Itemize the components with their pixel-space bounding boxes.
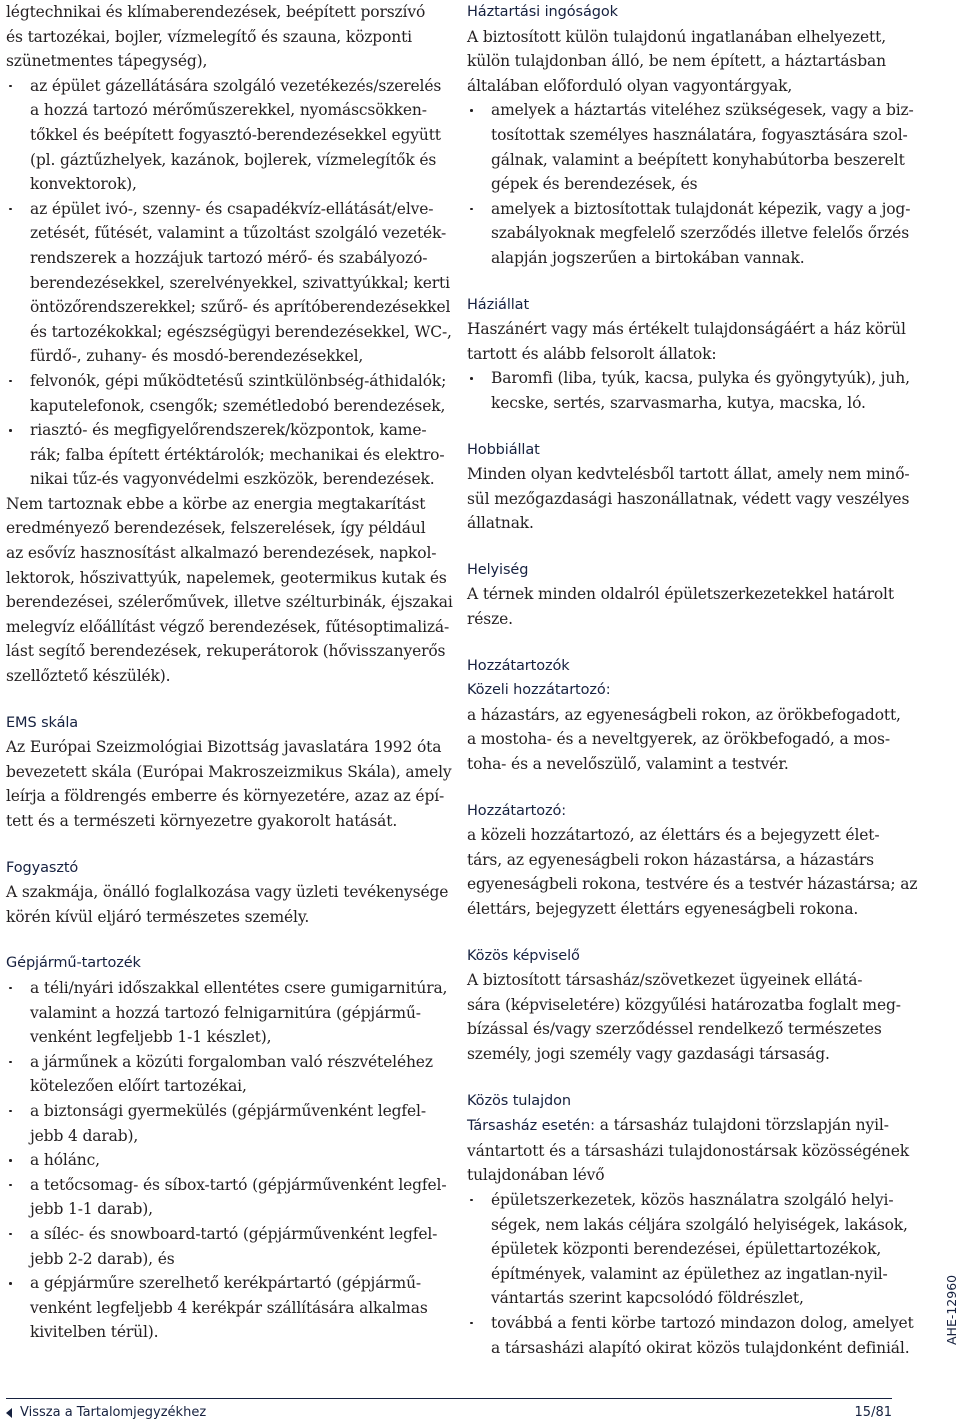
text-line: az épület ivó-, szenny- és csapadékvíz-ellátását/elve- (30, 199, 434, 218)
section-hozzatartozok (467, 654, 918, 922)
text-line: rák; falba épített értéktárolók; mechanikai és elektro- (30, 445, 445, 464)
text-line: tőkkel és beépített fogyasztó-berendezésekkel együtt (30, 125, 441, 144)
text-line: zetését, fűtését, valamint a tűzoltást szolgáló vezeték- (30, 224, 447, 243)
back-to-toc-link[interactable] (6, 1405, 206, 1420)
section-kozos-tulajdon (467, 1089, 914, 1361)
text-line: Baromfi (liba, tyúk, kacsa, pulyka és gyöngytyúk), juh, (491, 369, 910, 388)
list-item (6, 74, 442, 197)
text-line: körén kívül eljáró természetes személy. (6, 907, 310, 926)
text-line: a síléc- és snowboard-tartó (gépjárművenként legfel- (30, 1224, 438, 1243)
section-heading: Közös tulajdon (467, 1092, 571, 1109)
text-line: kaputelefonok, csengők; szemétledobó berendezések, (30, 396, 446, 415)
text-line: és tartozékokkal; egészségügyi berendezésekkel, WC-, (30, 322, 452, 341)
text-line: bízással és/vagy szerződéssel rendelkező természetes (467, 1020, 882, 1039)
text-line: valamint a hozzá tartozó felnigarnitúra (gépjármű- (30, 1003, 421, 1022)
text-line: jebb 1-1 darab), (30, 1200, 153, 1219)
text-line: amelyek a háztartás viteléhez szükségesek, vagy a biz- (491, 101, 914, 120)
text-line: a biztonsági gyermekülés (gépjárművenként legfel- (30, 1101, 426, 1120)
text-line: berendezésekkel, szerelvényekkel, szivattyúkkal; kerti (30, 273, 450, 292)
section-heading: EMS skála (6, 714, 79, 731)
text-line: bevezetett skála (Európai Makroszeizmikus Skála), amely (6, 762, 452, 781)
text-span: a társasház tulajdoni törzslapján nyil- (594, 1116, 889, 1135)
text-line: tartott és alább felsorolt állatok: (467, 344, 717, 363)
text-line: nikai tűz-és vagyonvédelmi eszközök, berendezések. (30, 470, 435, 489)
list-item (6, 1222, 436, 1271)
text-line: riasztó- és megfigyelőrendszerek/központok, kame- (30, 421, 427, 440)
text-line: jebb 2-2 darab), és (30, 1249, 175, 1268)
section-heading: Hobbiállat (467, 441, 540, 458)
text-line: jebb 4 darab), (30, 1126, 139, 1145)
text-line: A biztosított társasház/szövetkezet ügyeinek ellátá- (467, 971, 863, 990)
section-heading: Helyiség (467, 561, 529, 578)
list-item (6, 1271, 436, 1345)
list-item (467, 197, 911, 271)
back-to-toc-label: Vissza a Tartalomjegyzékhez (20, 1405, 207, 1420)
list-item (6, 369, 447, 418)
text-line: a társasházi alapító okirat közös tulajdonként definiál. (491, 1338, 910, 1357)
text-line: vántartás szerint kapcsolódó földrészlet, (491, 1289, 804, 1308)
text-line: társ, az egyeneságbeli rokon házastársa, a házastárs (467, 850, 874, 869)
text-line: berendezései, szélerőművek, illetve szélturbinák, éjszakai (6, 593, 453, 612)
text-line: gépek és berendezések, és (491, 175, 698, 194)
text-line: tosítottak személyes használatára, fogyasztására szol- (491, 125, 908, 144)
page-number: 15/81 (854, 1405, 892, 1420)
text-line: élettárs, bejegyzett élettárs egyeneságbeli rokona. (467, 900, 859, 918)
list-item (6, 197, 452, 369)
section-helyiseg (467, 558, 907, 632)
text-line: általában előforduló olyan vagyontárgyak, (467, 76, 793, 95)
triangle-left-icon (6, 1408, 12, 1418)
text-line: öntözőrendszerekkel; szűrő- és aprítóberendezésekkel (30, 298, 451, 317)
text-line: sül mezőgazdasági haszonállatnak, védett vagy veszélyes (467, 489, 910, 508)
text-line: a hozzá tartozó mérőműszerekkel, nyomáscsökken- (30, 101, 427, 120)
text-line: légtechnikai és klímaberendezések, beépített porszívó (6, 3, 426, 21)
text-line: eredményező berendezések, felszerelések, így például (6, 519, 426, 538)
text-line: továbbá a fenti körbe tartozó mindazon dolog, amelyet (491, 1313, 914, 1332)
text-line: szabályoknak megfelelő szerződés illetve felelős őrzés (491, 224, 910, 243)
text-line: konvektorok), (30, 175, 137, 194)
list-item (6, 1099, 436, 1148)
section-heading: Háziállat (467, 296, 530, 313)
list-item (467, 1311, 914, 1360)
text-line: külön tulajdonban álló, be nem épített, a háztartásban (467, 52, 886, 71)
text-line: kötelezően előírt tartozékai, (30, 1077, 247, 1096)
text-line: személy, jogi személy vagy gazdasági társaság. (467, 1044, 830, 1063)
text-line: kivitelben térül). (30, 1323, 159, 1342)
section-ems (6, 711, 452, 834)
text-line: sára (képviseletére) közgyűlési határozatba foglalt meg- (467, 995, 901, 1014)
text-line: tett és a természeti környezetre gyakorolt hatását. (6, 812, 398, 830)
text-line: Haszánért vagy más értékelt tulajdonságáért a ház körül (467, 320, 906, 339)
text-line: építmények, valamint az épülethez az ingatlan-nyil- (491, 1264, 888, 1283)
text-line: a tetőcsomag- és síbox-tartó (gépjárművenként legfel- (30, 1175, 447, 1194)
document-code: AHE-12960 (944, 1274, 959, 1345)
text-line: venként legfeljebb 1-1 készlet), (30, 1028, 272, 1047)
list-item (467, 98, 914, 196)
text-line: fürdő-, zuhany- és mosdó-berendezésekkel, (30, 347, 364, 366)
text-line: a közeli hozzátartozó, az élettárs és a bejegyzett élet- (467, 826, 880, 845)
text-line (467, 1113, 907, 1139)
text-line: az épület gázellátására szolgáló vezetékezés/szerelés (30, 76, 442, 95)
text-line: ségek, nem lakás céljára szolgáló helyiségek, lakások, (491, 1215, 908, 1234)
text-line: rendszerek a hozzájuk tartozó mérő- és szabályozó- (30, 248, 428, 267)
footer-divider (6, 1398, 892, 1399)
text-line: kecske, sertés, szarvasmarha, kutya, macska, ló. (491, 393, 866, 412)
text-line: egyeneságbeli rokona, testvére és a testvér házastársa; az (467, 875, 918, 894)
list-item (6, 1148, 436, 1173)
text-line: toha- és a nevelőszülő, valamint a testvér. (467, 755, 789, 774)
text-line: az esővíz hasznosítást alkalmazó berendezések, napkol- (6, 544, 437, 563)
section-hobbiallat (467, 438, 910, 536)
text-line: leírja a földrengés emberre és környezetére, azaz az épí- (6, 787, 445, 806)
list-item (467, 366, 910, 415)
continued-text (6, 0, 453, 689)
left-column (6, 0, 453, 1345)
text-line: épületek központi berendezései, épülettartozékok, (491, 1240, 882, 1259)
text-line: A szakmája, önálló foglalkozása vagy üzleti tevékenysége (6, 883, 449, 902)
section-fogyaszto (6, 856, 449, 930)
text-line: része. (467, 610, 513, 629)
section-heading: Gépjármű-tartozék (6, 955, 141, 972)
text-line: lást segítő berendezések, rekuperátorok (hővisszanyerős (6, 642, 446, 661)
text-line: A biztosított külön tulajdonú ingatlanában elhelyezett, (467, 27, 886, 46)
section-gepjarmu-tartozek (6, 951, 448, 1345)
text-line: szünetmentes tápegység), (6, 52, 208, 71)
text-line: a hólánc, (30, 1151, 100, 1170)
inline-lead: Társasház esetén: (467, 1118, 595, 1135)
text-line: állatnak. (467, 514, 534, 533)
text-line: és tartozékai, bojler, vízmelegítő és szauna, központi (6, 27, 412, 46)
subsection-heading: Közeli hozzátartozó: (467, 682, 611, 699)
text-line: a járműnek a közúti forgalomban való részvételéhez (30, 1052, 433, 1071)
text-line: gálnak, valamint a beépített konyhabútorba beszerelt (491, 150, 905, 169)
text-line: Minden olyan kedvtelésből tartott állat, amely nem minő- (467, 465, 910, 484)
text-line: (pl. gáztűzhelyek, kazánok, bojlerek, vízmelegítők és (30, 150, 437, 169)
text-line: Az Európai Szeizmológiai Bizottság javaslatára 1992 óta (6, 738, 442, 757)
text-line: szellőztető készülék). (6, 667, 171, 686)
section-kozos-kepviselo (467, 944, 907, 1067)
section-haztartasi-ingosagok (467, 0, 914, 271)
text-line: alapján jogszerűen a birtokában vannak. (491, 248, 805, 267)
text-line: lektorok, hőszivattyúk, napelemek, geotermikus kutak és (6, 568, 447, 587)
section-heading: Közös képviselő (467, 947, 580, 964)
list-item (6, 1050, 436, 1099)
text-line: melegvíz előállítást végző berendezések, fűtésoptimalizá- (6, 617, 450, 636)
text-line: amelyek a biztosítottak tulajdonát képezik, vagy a jog- (491, 199, 911, 218)
text-line: A térnek minden oldalról épületszerkezetekkel határolt (467, 585, 894, 604)
paragraph (6, 492, 453, 689)
list-item (6, 1173, 447, 1222)
section-heading: Háztartási ingóságok (467, 4, 618, 20)
text-line: tulajdonában lévő (467, 1166, 605, 1185)
section-heading: Hozzátartozók (467, 657, 570, 674)
subsection-heading: Hozzátartozó: (467, 802, 567, 819)
text-line: venként legfeljebb 4 kerékpár szállítására alkalmas (30, 1298, 428, 1317)
text-line: felvonók, gépi működtetésű szintkülönbség-áthidalók; (30, 371, 447, 390)
list-item (467, 1188, 907, 1311)
list-item (6, 418, 445, 492)
text-line: épületszerkezetek, közös használatra szolgáló helyi- (491, 1190, 894, 1209)
section-haziallat (467, 293, 910, 416)
text-line: a házastárs, az egyeneságbeli rokon, az örökbefogadott, (467, 705, 901, 724)
list-item (6, 976, 448, 1050)
section-heading: Fogyasztó (6, 859, 79, 876)
text-line: a téli/nyári időszakkal ellentétes csere gumigarnitúra, (30, 978, 448, 997)
text-line: vántartott és a társasházi tulajdonostársak közösségének (467, 1141, 910, 1160)
text-line: a mostoha- és a neveltgyerek, az örökbefogadó, a mos- (467, 730, 890, 749)
text-line: Nem tartoznak ebbe a körbe az energia megtakarítást (6, 494, 426, 513)
text-line: a gépjárműre szerelhető kerékpártartó (gépjármű- (30, 1274, 422, 1293)
right-column (467, 0, 918, 1360)
